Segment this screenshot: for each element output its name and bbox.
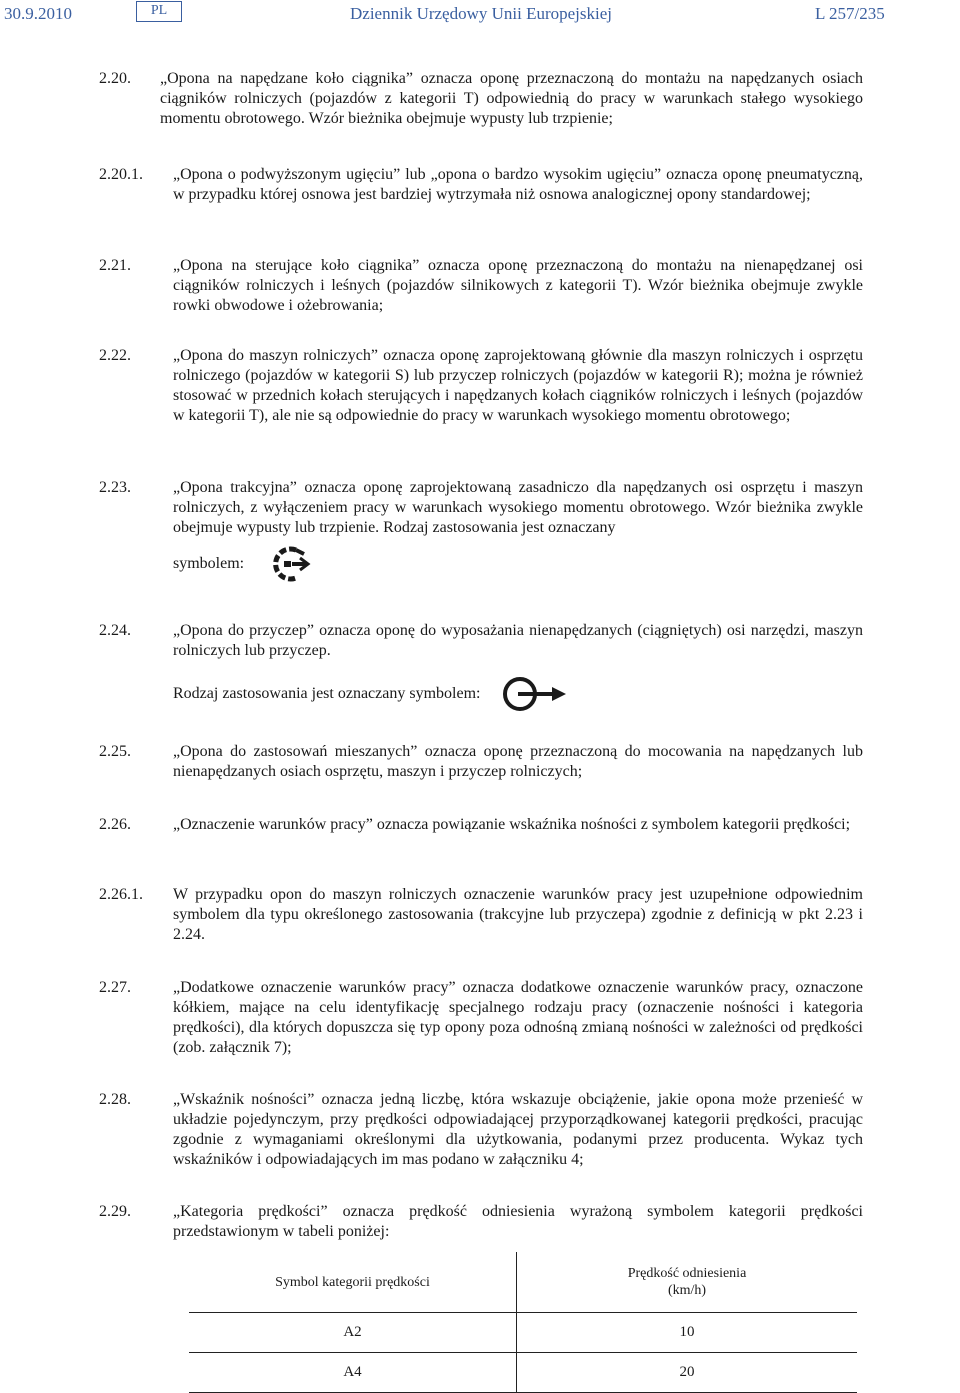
journal-title: Dziennik Urzędowy Unii Europejskiej: [350, 4, 613, 23]
section-text: „Opona do maszyn rolniczych” oznacza oponę zaprojektowaną głównie dla maszyn rolniczych i osprzętu rolniczego (pojazdów w kategorii S) lub przyczep rolniczych (pojazdów w kategorii R); można je również stosować w przednich kołach sterujących i napędzanych kołach ciągników rolniczych i leśnych (pojazdów w kategorii T), ale nie są odpowiednie do pracy w warunkach wysokiego momentu obrotowego;: [173, 347, 863, 424]
section-text: „Wskaźnik nośności” oznacza jedną liczbę, która wskazuje obciążenie, jakie opona może przenieść w układzie pojedynczym, przy prędkości odpowiadającej przyporządkowanej kategorii prędkości, pracując zgodnie z wymaganiami określonymi dla użytkowania, podanymi przez producenta. Wykaz tych wskaźników i odpowiadających im mas podano w załączniku 4;: [173, 1091, 863, 1168]
section-text: „Opona na sterujące koło ciągnika” oznacza oponę przeznaczoną do montażu na nienapędzanej osi ciągników rolniczych i leśnych (pojazdów silnikowych z kategorii T). Wzór bieżnika obejmuje zwykle rowki obwodowe i ożebrowania;: [173, 257, 863, 314]
section-text: „Kategoria prędkości” oznacza prędkość odniesienia wyrażoną symbolem kategorii prędkości przedstawionym w tabeli poniżej:: [173, 1203, 863, 1240]
column-header-symbol: Symbol kategorii prędkości: [189, 1252, 517, 1313]
publication-date: 30.9.2010: [4, 4, 72, 23]
section-number: 2.20.1.: [99, 166, 143, 183]
section-number: 2.22.: [99, 347, 131, 364]
section-text: „Dodatkowe oznaczenie warunków pracy” oznacza dodatkowe oznaczenie warunków pracy, oznaczone kółkiem, mające na celu identyfikację specjalnego rodzaju pracy (oznaczenie nośności i kategoria prędkości), dla których dopuszcza się typ opony poza odnośną zmianą nośności w zależności od prędkości (zob. załącznik 7);: [173, 979, 863, 1056]
section-number: 2.20.: [99, 70, 131, 87]
section-text: „Opona o podwyższonym ugięciu” lub „opona o bardzo wysokim ugięciu” oznacza oponę pneumatyczną, w przypadku której osnowa jest bardziej wytrzymała niż osnowa analogicznej opony standardowej;: [173, 166, 863, 203]
table-row: [189, 1353, 857, 1393]
table-cell-symbol: A4: [189, 1353, 517, 1393]
traction-symbol-icon: [266, 544, 312, 584]
section-number: 2.21.: [99, 257, 131, 274]
section-number: 2.23.: [99, 479, 131, 496]
speed-category-table: [189, 1252, 857, 1393]
section-text: „Opona do zastosowań mieszanych” oznacza oponę przeznaczoną do mocowania na napędzanych lub nienapędzanych osiach osprzętu, maszyn i przyczep rolniczych;: [173, 743, 863, 780]
section-number: 2.27.: [99, 979, 131, 996]
section-text: „Opona na napędzane koło ciągnika” oznacza oponę przeznaczoną do montażu na napędzanych osiach ciągników rolniczych (pojazdów z kategorii T) odpowiednią do pracy w warunkach stałego wysokiego momentu obrotowego. Wzór bieżnika obejmuje wypusty lub trzpienie;: [160, 70, 863, 127]
table-row: [189, 1313, 857, 1353]
trailer-symbol-icon: [500, 674, 572, 714]
section-text: „Opona trakcyjna” oznacza oponę zaprojektowaną zasadniczo dla napędzanych osi osprzętu i maszyn rolniczych, z wyłączeniem pracy w warunkach wysokiego momentu obrotowego. Wzór bieżnika zwykle obejmuje wypusty lub trzpienie. Rodzaj zastosowania jest oznaczany: [173, 479, 863, 536]
table-cell-speed: 10: [517, 1313, 858, 1353]
symbol-label: symbolem:: [173, 555, 245, 572]
table-cell-symbol: A2: [189, 1313, 517, 1353]
column-header-speed: [517, 1252, 858, 1313]
table-cell-speed: 20: [517, 1353, 858, 1393]
section-number: 2.24.: [99, 622, 131, 639]
section-text: W przypadku opon do maszyn rolniczych oznaczenie warunków pracy jest uzupełnione odpowiednim symbolem dla typu określonego zastosowania (trakcyjne lub przyczepa) zgodnie z definicją w pkt 2.23 i 2.24.: [173, 886, 863, 943]
page-reference: L 257/235: [815, 4, 885, 23]
section-number: 2.28.: [99, 1091, 131, 1108]
section-number: 2.29.: [99, 1203, 131, 1220]
page-header: [0, 0, 960, 32]
section-text: „Oznaczenie warunków pracy” oznacza powiązanie wskaźnika nośności z symbolem kategorii prędkości;: [173, 816, 851, 833]
table-header-row: [189, 1252, 857, 1313]
section-number: 2.26.1.: [99, 886, 143, 903]
section-text: „Opona do przyczep” oznacza oponę do wyposażania nienapędzanych (ciągniętych) osi narzędzi, maszyn rolniczych lub przyczep.: [173, 622, 863, 659]
section-number: 2.26.: [99, 816, 131, 833]
language-badge: PL: [136, 1, 182, 22]
column-header-speed-text: Prędkość odniesienia (km/h): [627, 1266, 747, 1298]
section-number: 2.25.: [99, 743, 131, 760]
symbol-label: Rodzaj zastosowania jest oznaczany symbolem:: [173, 685, 481, 702]
